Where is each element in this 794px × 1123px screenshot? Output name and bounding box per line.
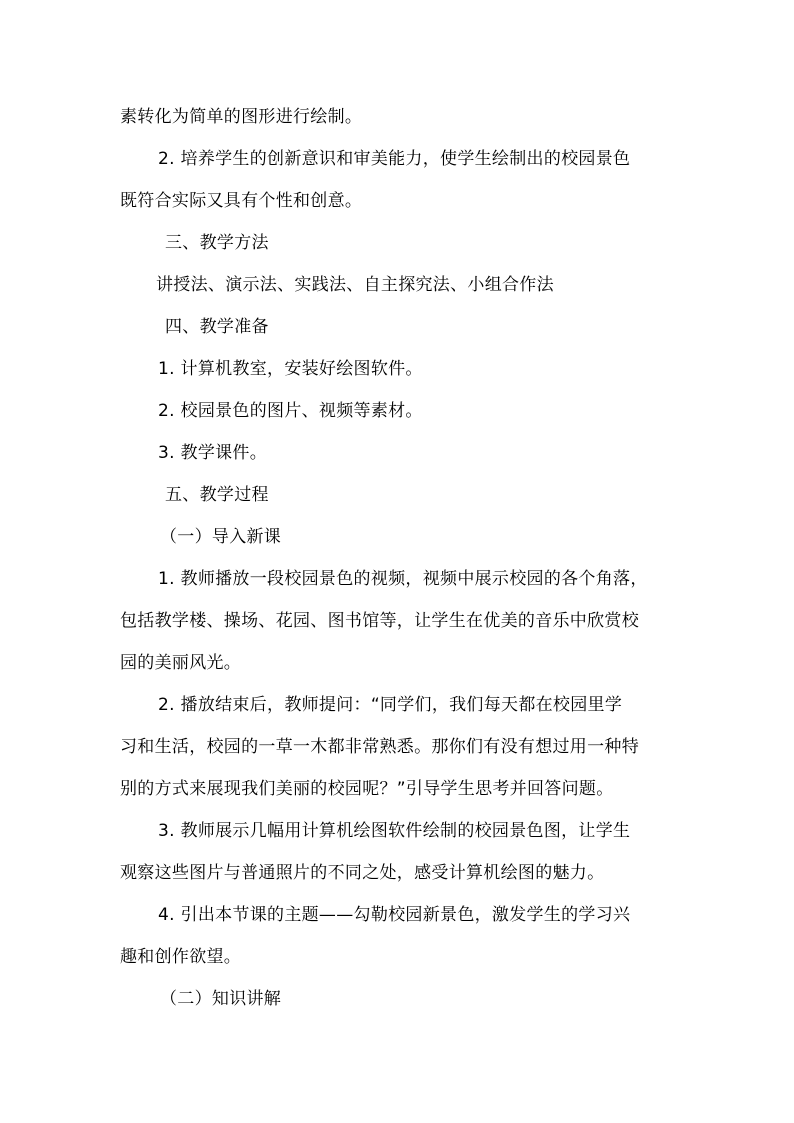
list-item-prep-3: 3. 教学课件。 [158,443,268,463]
body-text-line: 别的方式来展现我们美丽的校园呢？”引导学生思考并回答问题。 [120,779,614,799]
section-heading-process: 五、教学过程 [165,485,269,505]
body-text-line: 园的美丽风光。 [120,653,242,673]
list-item-intro-3: 3. 教师展示几幅用计算机绘图软件绘制的校园景色图，让学生 [158,821,631,841]
body-text-line: 观察这些图片与普通照片的不同之处，感受计算机绘图的魅力。 [120,863,605,883]
list-item-prep-2: 2. 校园景色的图片、视频等素材。 [158,401,423,421]
section-heading-teaching-methods: 三、教学方法 [165,233,269,253]
list-item-intro-2: 2. 播放结束后，教师提问：“同学们，我们每天都在校园里学 [158,695,623,715]
list-item-prep-1: 1. 计算机教室，安装好绘图软件。 [158,359,423,379]
subsection-heading-intro: （一）导入新课 [160,527,282,547]
list-item-intro-4: 4. 引出本节课的主题——勾勒校园新景色，激发学生的学习兴 [158,905,631,925]
body-text-line: 讲授法、演示法、实践法、自主探究法、小组合作法 [156,275,554,295]
list-item-intro-1: 1. 教师播放一段校园景色的视频，视频中展示校园的各个角落， [158,569,648,589]
body-text-line: 既符合实际又具有个性和创意。 [120,191,363,211]
body-text-line: 素转化为简单的图形进行绘制。 [120,107,363,127]
body-text-line: 包括教学楼、操场、花园、图书馆等，让学生在优美的音乐中欣赏校 [120,611,639,631]
subsection-heading-knowledge: （二）知识讲解 [160,989,282,1009]
body-text-line: 趣和创作欲望。 [120,947,242,967]
section-heading-preparation: 四、教学准备 [165,317,269,337]
list-item-goal-2: 2. 培养学生的创新意识和审美能力，使学生绘制出的校园景色 [158,149,631,169]
body-text-line: 习和生活，校园的一草一木都非常熟悉。那你们有没有想过用一种特 [120,737,639,757]
